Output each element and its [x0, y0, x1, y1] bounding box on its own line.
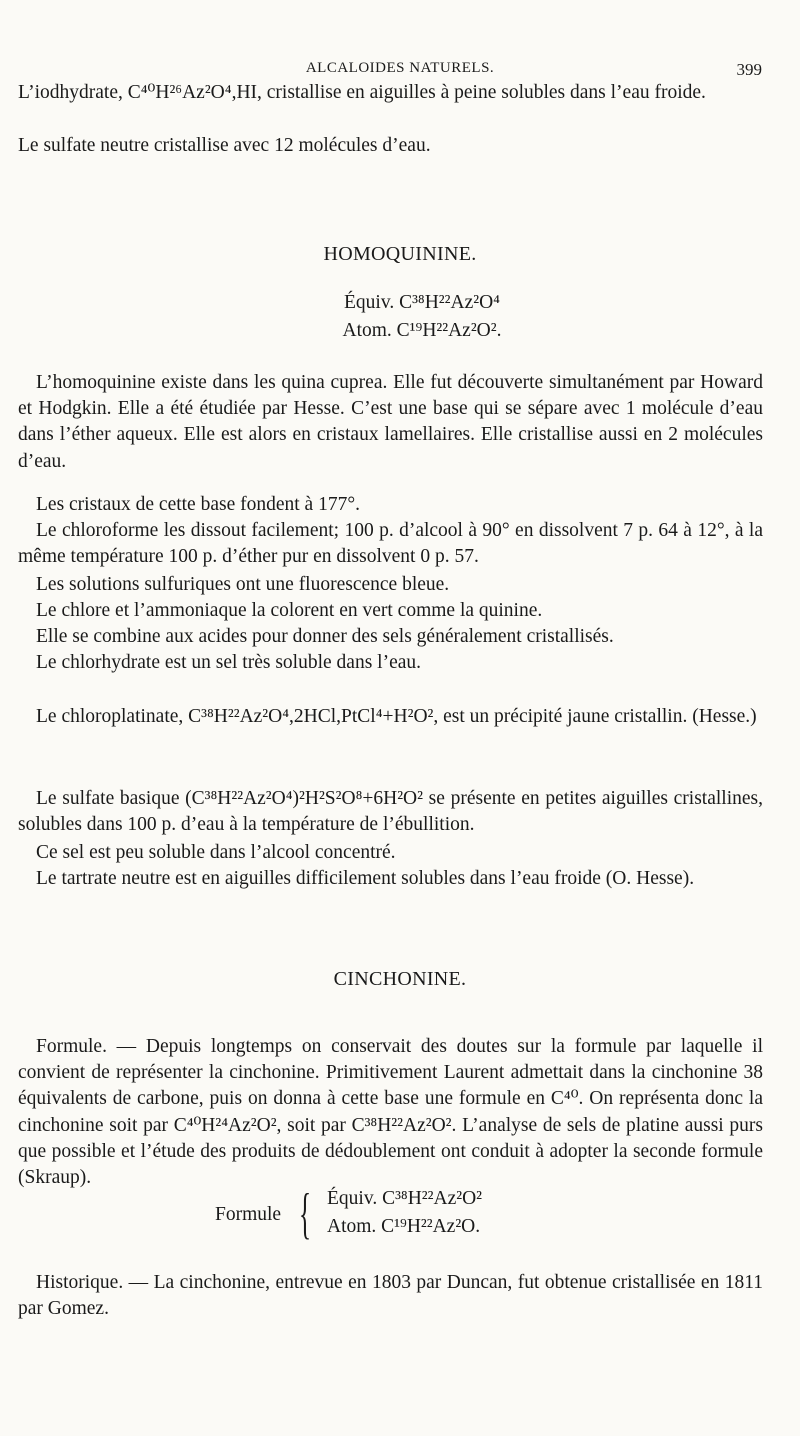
paragraph-melting-point: Les cristaux de cette base fondent à 177°.	[36, 494, 361, 515]
paragraph-sulfate-basique: Le sulfate basique (C³⁸H²²Az²O⁴)²H²S²O⁸+6H²O² se présente en petites aiguilles cristallines, solubles dans 100 p. d’eau à la température de l’ébullition.	[18, 788, 763, 836]
paragraph-color-reaction: Le chlore et l’ammoniaque la colorent en vert comme la quinine.	[36, 600, 543, 621]
paragraph-fluorescence: Les solutions sulfuriques ont une fluorescence bleue.	[36, 574, 450, 595]
paragraph-tartrate: Le tartrate neutre est en aiguilles difficilement solubles dans l’eau froide (O. Hesse).	[36, 868, 695, 889]
section-title-homoquinine: HOMOQUININE.	[323, 243, 477, 265]
paragraph-sulfate-neutre: Le sulfate neutre cristallise avec 12 molécules d’eau.	[18, 135, 431, 156]
paragraph-homoquinine-origin: L’homoquinine existe dans les quina cuprea. Elle fut découverte simultanément par Howard et Hodgkin. Elle a été étudiée par Hesse. C’est une base qui se sépare avec 1 molécule d’eau dans l’éther aqueux. Elle est alors en cristaux lamellaires. Elle cristallise aussi en 2 molécules d’eau.	[18, 372, 763, 472]
paragraph-solubility: Le chloroforme les dissout facilement; 100 p. d’alcool à 90° en dissolvent 7 p. 64 à 12°, à la même température 100 p. d’éther pur en dissolvent 0 p. 57.	[18, 520, 763, 568]
running-title: ALCALOIDES NATURELS.	[305, 60, 495, 76]
paragraph-historique: Historique. — La cinchonine, entrevue en 1803 par Duncan, fut obtenue cristallisée en 1811 par Gomez.	[18, 1272, 763, 1320]
brace-glyph: {	[299, 1183, 312, 1245]
formula-equiv-cinchonine: Équiv. C³⁸H²²Az²O²	[327, 1188, 483, 1209]
page-number: 399	[736, 60, 762, 79]
paragraph-formule: Formule. — Depuis longtemps on conservait des doutes sur la formule par laquelle il convient de représenter la cinchonine. Primitivement Laurent admettait dans la cinchonine 38 équivalents de carbone, puis on donna à cette base une formule en C⁴⁰. On représenta donc la cinchonine soit par C⁴⁰H²⁴Az²O², soit par C³⁸H²²Az²O². L’analyse de sels de platine aussi purs que possible et l’étude des produits de dédoublement ont conduit à adopter la seconde formule (Skraup).	[18, 1036, 763, 1189]
formula-atom-homoquinine: Atom. C¹⁹H²²Az²O².	[342, 320, 502, 341]
paragraph-salts: Elle se combine aux acides pour donner des sels généralement cristallisés.	[36, 626, 614, 647]
paragraph-alcohol-solubility: Ce sel est peu soluble dans l’alcool concentré.	[36, 842, 396, 863]
paragraph-chlorhydrate: Le chlorhydrate est un sel très soluble dans l’eau.	[36, 652, 422, 673]
paragraph-iodhydrate: L’iodhydrate, C⁴⁰H²⁶Az²O⁴,HI, cristallise en aiguilles à peine solubles dans l’eau froide.	[18, 82, 706, 103]
formula-label: Formule	[215, 1204, 282, 1225]
paragraph-chloroplatinate: Le chloroplatinate, C³⁸H²²Az²O⁴,2HCl,PtCl⁴+H²O², est un précipité jaune cristallin. (Hesse.)	[36, 706, 757, 727]
formula-brace-block	[215, 1183, 615, 1245]
formula-equiv-homoquinine: Équiv. C³⁸H²²Az²O⁴	[344, 292, 500, 313]
formula-atom-cinchonine: Atom. C¹⁹H²²Az²O.	[327, 1216, 481, 1237]
section-title-cinchonine: CINCHONINE.	[333, 968, 467, 990]
